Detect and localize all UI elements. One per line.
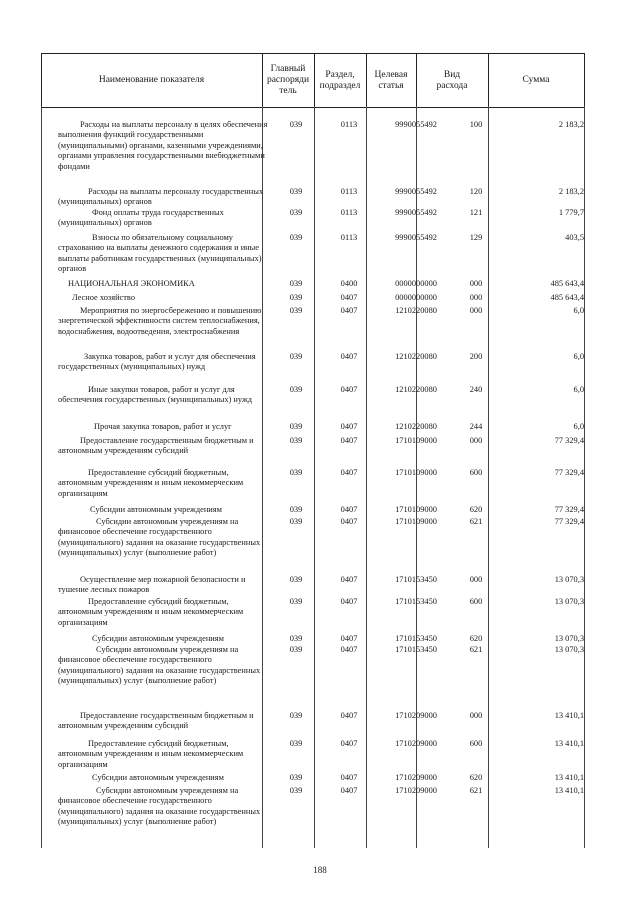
row-razdel: 0407 <box>340 517 358 526</box>
row-razdel: 0407 <box>340 293 358 302</box>
row-glavny: 039 <box>289 436 303 445</box>
row-summa: 485 643,4 <box>550 279 584 288</box>
page-number: 188 <box>313 865 327 875</box>
row-vid: 000 <box>469 293 483 302</box>
row-glavny: 039 <box>289 645 303 654</box>
row-vid: 121 <box>469 208 483 217</box>
row-celevaya: 1710109000 <box>395 436 437 445</box>
row-celevaya: 1710153450 <box>395 597 437 606</box>
row-name: НАЦИОНАЛЬНАЯ ЭКОНОМИКА <box>68 279 195 288</box>
row-razdel: 0407 <box>340 436 358 445</box>
row-name: Мероприятия по энергосбережению и повышению энергетической эффективности систем теплоснабжения, водоснабжения, водоотведения, электроснабжения <box>58 306 262 336</box>
row-celevaya: 1710153450 <box>395 575 437 584</box>
header-celevaya: Целевая статья <box>374 69 408 91</box>
row-summa: 13 070,3 <box>554 645 584 654</box>
row-razdel: 0407 <box>340 422 358 431</box>
row-name: Предоставление государственным бюджетным и автономным учреждениям субсидий <box>58 711 254 731</box>
row-vid: 620 <box>469 634 483 643</box>
header-summa: Сумма <box>522 75 550 85</box>
row-razdel: 0407 <box>340 645 358 654</box>
row-glavny: 039 <box>289 517 303 526</box>
row-vid: 621 <box>469 517 483 526</box>
row-razdel: 0407 <box>340 597 358 606</box>
row-vid: 000 <box>469 436 483 445</box>
row-summa: 2 183,2 <box>558 120 584 129</box>
row-glavny: 039 <box>289 575 303 584</box>
row-razdel: 0400 <box>340 279 358 288</box>
row-razdel: 0407 <box>340 773 358 782</box>
row-glavny: 039 <box>289 279 303 288</box>
row-vid: 000 <box>469 279 483 288</box>
row-glavny: 039 <box>289 352 303 361</box>
row-summa: 13 410,1 <box>554 739 584 748</box>
row-glavny: 039 <box>289 120 303 129</box>
row-glavny: 039 <box>289 422 303 431</box>
row-name: Закупка товаров, работ и услуг для обеспечения государственных (муниципальных) нужд <box>58 352 256 372</box>
row-celevaya: 1710209000 <box>395 786 437 795</box>
row-summa: 77 329,4 <box>554 505 584 514</box>
row-glavny: 039 <box>289 187 303 196</box>
row-vid: 240 <box>469 385 483 394</box>
row-name: Субсидии автономным учреждениям <box>92 773 224 782</box>
row-summa: 13 070,3 <box>554 634 584 643</box>
row-vid: 620 <box>469 773 483 782</box>
row-summa: 13 070,3 <box>554 575 584 584</box>
row-razdel: 0407 <box>340 634 358 643</box>
row-name: Расходы на выплаты персоналу государственных (муниципальных) органов <box>58 187 264 207</box>
row-celevaya: 0000000000 <box>395 293 437 302</box>
row-vid: 621 <box>469 645 483 654</box>
row-summa: 1 779,7 <box>558 208 584 217</box>
row-summa: 13 410,1 <box>554 786 584 795</box>
row-razdel: 0407 <box>340 306 358 315</box>
row-name: Субсидии автономным учреждениям на финансовое обеспечение государственного (муниципального) задания на оказание государственных (муниципальных) услуг (выполнение работ) <box>58 517 261 558</box>
header-vid: Вид расхода <box>436 69 468 91</box>
row-celevaya: 1210220080 <box>395 352 437 361</box>
row-name: Расходы на выплаты персоналу в целях обеспечения выполнения функций государственными (муниципальными) органами, казенными учреждениями, органами управления государственными внебюджетными фондами <box>58 120 268 171</box>
row-celevaya: 1210220080 <box>395 385 437 394</box>
column-line <box>314 106 315 848</box>
row-summa: 77 329,4 <box>554 517 584 526</box>
row-vid: 129 <box>469 233 483 242</box>
row-glavny: 039 <box>289 208 303 217</box>
row-summa: 6,0 <box>573 422 584 431</box>
row-summa: 77 329,4 <box>554 436 584 445</box>
row-name: Лесное хозяйство <box>72 293 136 302</box>
row-glavny: 039 <box>289 306 303 315</box>
row-summa: 403,5 <box>565 233 584 242</box>
row-celevaya: 1210220080 <box>395 306 437 315</box>
row-summa: 13 410,1 <box>554 773 584 782</box>
row-vid: 120 <box>469 187 483 196</box>
row-celevaya: 9990055492 <box>395 187 437 196</box>
row-vid: 100 <box>469 120 483 129</box>
row-razdel: 0407 <box>340 352 358 361</box>
column-line <box>41 106 42 848</box>
header-name: Наименование показателя <box>98 75 205 85</box>
row-glavny: 039 <box>289 468 303 477</box>
row-summa: 13 070,3 <box>554 597 584 606</box>
row-name: Фонд оплаты труда государственных (муниципальных) органов <box>58 208 224 228</box>
row-name: Субсидии автономным учреждениям на финансовое обеспечение государственного (муниципального) задания на оказание государственных (муниципальных) услуг (выполнение работ) <box>58 645 261 686</box>
row-celevaya: 1710209000 <box>395 711 437 720</box>
row-name: Предоставление субсидий бюджетным, автономным учреждениям и иным некоммерческим организациям <box>58 597 244 627</box>
row-celevaya: 9990055492 <box>395 120 437 129</box>
row-razdel: 0113 <box>340 187 358 196</box>
row-glavny: 039 <box>289 634 303 643</box>
row-vid: 000 <box>469 711 483 720</box>
row-vid: 600 <box>469 739 483 748</box>
row-razdel: 0407 <box>340 505 358 514</box>
row-name: Осуществление мер пожарной безопасности и тушение лесных пожаров <box>58 575 246 595</box>
row-vid: 600 <box>469 597 483 606</box>
row-glavny: 039 <box>289 505 303 514</box>
row-celevaya: 1710109000 <box>395 517 437 526</box>
row-name: Субсидии автономным учреждениям <box>90 505 222 514</box>
row-glavny: 039 <box>289 711 303 720</box>
row-vid: 000 <box>469 575 483 584</box>
row-razdel: 0113 <box>340 208 358 217</box>
row-glavny: 039 <box>289 739 303 748</box>
row-celevaya: 1710153450 <box>395 645 437 654</box>
row-name: Субсидии автономным учреждениям на финансовое обеспечение государственного (муниципального) задания на оказание государственных (муниципальных) услуг (выполнение работ) <box>58 786 261 827</box>
row-razdel: 0407 <box>340 385 358 394</box>
header-razdel: Раздел, подраздел <box>319 69 361 91</box>
row-vid: 621 <box>469 786 483 795</box>
row-summa: 13 410,1 <box>554 711 584 720</box>
row-vid: 200 <box>469 352 483 361</box>
row-name: Субсидии автономным учреждениям <box>92 634 224 643</box>
row-vid: 244 <box>469 422 483 431</box>
row-celevaya: 0000000000 <box>395 279 437 288</box>
row-razdel: 0113 <box>340 233 358 242</box>
row-celevaya: 9990055492 <box>395 233 437 242</box>
row-name: Прочая закупка товаров, работ и услуг <box>94 422 232 431</box>
row-razdel: 0407 <box>340 575 358 584</box>
row-glavny: 039 <box>289 293 303 302</box>
row-summa: 485 643,4 <box>550 293 584 302</box>
row-summa: 77 329,4 <box>554 468 584 477</box>
row-celevaya: 1710209000 <box>395 773 437 782</box>
row-celevaya: 1710109000 <box>395 468 437 477</box>
row-razdel: 0113 <box>340 120 358 129</box>
row-name: Иные закупки товаров, работ и услуг для обеспечения государственных (муниципальных) нужд <box>58 385 252 405</box>
row-summa: 6,0 <box>573 352 584 361</box>
row-vid: 000 <box>469 306 483 315</box>
row-celevaya: 9990055492 <box>395 208 437 217</box>
row-summa: 2 183,2 <box>558 187 584 196</box>
row-razdel: 0407 <box>340 739 358 748</box>
row-name: Предоставление субсидий бюджетным, автономным учреждениям и иным некоммерческим организациям <box>58 468 244 498</box>
row-glavny: 039 <box>289 786 303 795</box>
row-vid: 620 <box>469 505 483 514</box>
row-celevaya: 1710109000 <box>395 505 437 514</box>
row-razdel: 0407 <box>340 468 358 477</box>
row-name: Взносы по обязательному социальному страхованию на выплаты денежного содержания и иные выплаты работникам государственных (муниципальных) органов <box>58 233 262 274</box>
row-glavny: 039 <box>289 233 303 242</box>
row-summa: 6,0 <box>573 385 584 394</box>
row-glavny: 039 <box>289 597 303 606</box>
row-glavny: 039 <box>289 773 303 782</box>
row-vid: 600 <box>469 468 483 477</box>
row-celevaya: 1710153450 <box>395 634 437 643</box>
row-name: Предоставление субсидий бюджетным, автономным учреждениям и иным некоммерческим организациям <box>58 739 244 769</box>
table-header <box>41 53 585 108</box>
row-razdel: 0407 <box>340 786 358 795</box>
row-summa: 6,0 <box>573 306 584 315</box>
row-celevaya: 1210220080 <box>395 422 437 431</box>
row-razdel: 0407 <box>340 711 358 720</box>
header-glavny: Главный распоряди тель <box>266 64 310 96</box>
row-glavny: 039 <box>289 385 303 394</box>
row-celevaya: 1710209000 <box>395 739 437 748</box>
column-line <box>584 106 585 848</box>
row-name: Предоставление государственным бюджетным и автономным учреждениям субсидий <box>58 436 254 456</box>
